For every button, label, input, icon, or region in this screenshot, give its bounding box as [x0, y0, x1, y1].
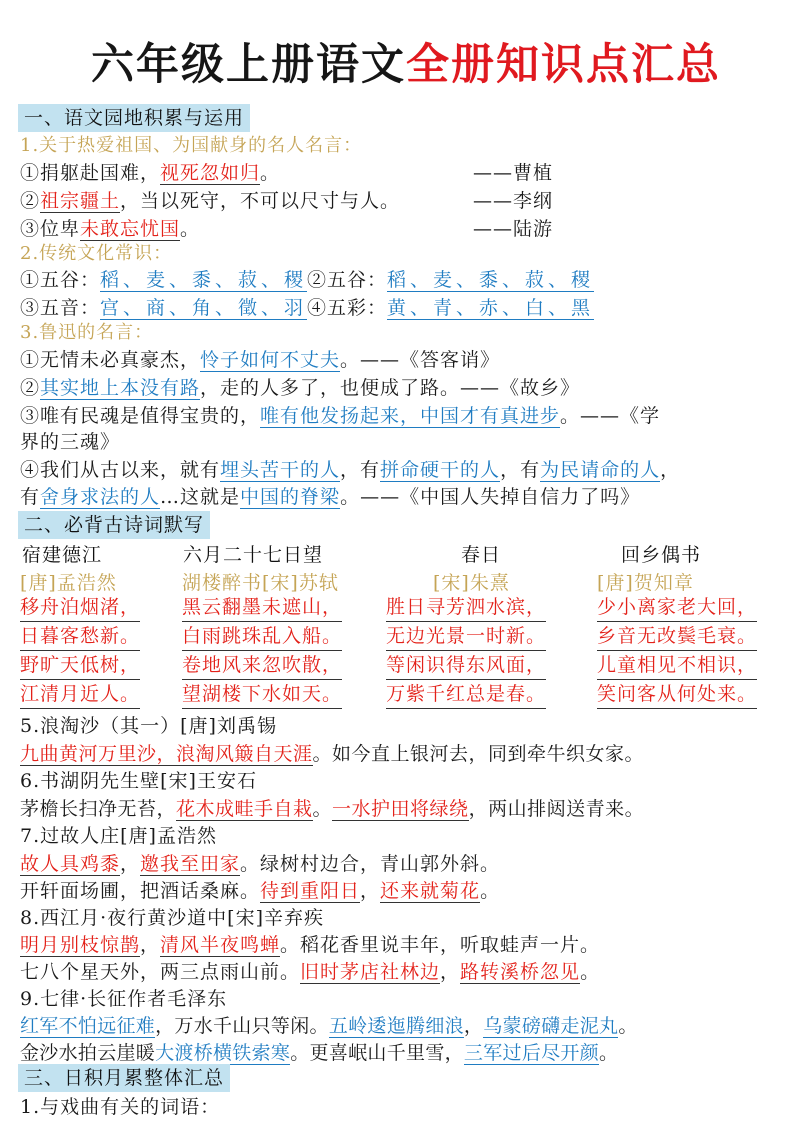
poem-8-line-1: 明月别枝惊鹊，清风半夜鸣蝉。稻花香里说丰年，听取蛙声一片。	[20, 934, 601, 956]
culture-line-2: ③五音：宫、商、角、徵、羽④五彩：黄、青、赤、白、黑	[20, 297, 595, 319]
poem-title-4: 回乡偶书	[621, 544, 702, 566]
culture-line-1: ①五谷：稻、麦、黍、菽、稷②五谷：稻、麦、黍、菽、稷	[20, 269, 595, 291]
poem-3-line-3: 等闲识得东风面，	[386, 652, 546, 680]
poem-author-4: [唐]贺知章	[597, 572, 694, 594]
poem-4-line-4: 笑问客从何处来。	[597, 681, 757, 709]
poem-author-2: 湖楼醉书[宋]苏轼	[182, 572, 339, 594]
quote-line-1: ①捐躯赴国难，视死忽如归。	[20, 162, 281, 184]
subheading-culture: 2.传统文化常识：	[20, 243, 173, 264]
poem-title-2: 六月二十七日望	[183, 544, 324, 566]
poem-7-line-1: 故人具鸡黍，邀我至田家。绿树村边合，青山郭外斜。	[20, 853, 501, 875]
poem-2-line-3: 卷地风来忽吹散，	[182, 652, 342, 680]
poem-3-line-2: 无边光景一时新。	[386, 623, 546, 651]
poem-title-3: 春日	[461, 544, 502, 566]
poem-7-line-2: 开轩面场圃，把酒话桑麻。待到重阳日，还来就菊花。	[20, 880, 501, 902]
s3-subheading-1: 1.与戏曲有关的词语：	[20, 1096, 221, 1118]
poem-1-line-4: 江清月近人。	[20, 681, 140, 709]
poem-3-line-4: 万紫千红总是春。	[386, 681, 546, 709]
poem-6-title: 6.书湖阴先生壁[宋]王安石	[20, 770, 257, 792]
section-heading-1: 一、语文园地积累与运用	[18, 104, 250, 132]
poem-2-line-2: 白雨跳珠乱入船。	[182, 623, 342, 651]
poem-9-title: 9.七律·长征作者毛泽东	[20, 988, 228, 1010]
quote-line-3: ③位卑未敢忘忧国。	[20, 218, 201, 240]
poem-3-line-1: 胜日寻芳泗水滨，	[386, 594, 546, 622]
quote-line-2: ②祖宗疆土，当以死守，不可以尺寸与人。	[20, 190, 401, 212]
poem-5-line: 九曲黄河万里沙，浪淘风簸自天涯。如今直上银河去，同到牵牛织女家。	[20, 743, 645, 765]
luxun-line-3: ③唯有民魂是值得宝贵的，唯有他发扬起来，中国才有真进步。——《学	[20, 405, 661, 427]
luxun-line-4-cont: 有舍身求法的人…这就是中国的脊梁。——《中国人失掉自信力了吗》	[20, 486, 641, 508]
poem-1-line-2: 日暮客愁新。	[20, 623, 140, 651]
subheading-quotes: 1.关于热爱祖国、为国献身的名人名言：	[20, 135, 363, 156]
quote-author-2: ——李纲	[473, 190, 554, 212]
quote-author-1: ——曹植	[473, 162, 554, 184]
poem-1-line-3: 野旷天低树，	[20, 652, 140, 680]
luxun-line-3-cont: 界的三魂》	[20, 431, 121, 453]
poem-5-title: 5.浪淘沙（其一）[唐]刘禹锡	[20, 715, 277, 737]
luxun-line-2: ②其实地上本没有路，走的人多了，也便成了路。——《故乡》	[20, 377, 581, 399]
poem-8-title: 8.西江月·夜行黄沙道中[宋]辛弃疾	[20, 907, 324, 929]
subheading-luxun: 3.鲁迅的名言：	[20, 322, 154, 343]
poem-9-line-1: 红军不怕远征难，万水千山只等闲。五岭逶迤腾细浪，乌蒙磅礴走泥丸。	[20, 1015, 638, 1037]
poem-author-3: [宋]朱熹	[433, 572, 510, 594]
poem-author-1: [唐]孟浩然	[20, 572, 117, 594]
poem-6-line: 茅檐长扫净无苔，花木成畦手自栽。一水护田将绿绕，两山排闼送青来。	[20, 798, 645, 820]
poem-8-line-2: 七八个星天外，两三点雨山前。旧时茅店社林边，路转溪桥忽见。	[20, 961, 601, 983]
section-heading-2: 二、必背古诗词默写	[18, 511, 210, 539]
poem-7-title: 7.过故人庄[唐]孟浩然	[20, 825, 217, 847]
luxun-line-1: ①无情未必真豪杰，怜子如何不丈夫。——《答客诮》	[20, 349, 501, 371]
poem-4-line-2: 乡音无改鬓毛衰。	[597, 623, 757, 651]
poem-2-line-1: 黑云翻墨未遮山，	[182, 594, 342, 622]
poem-2-line-4: 望湖楼下水如天。	[182, 681, 342, 709]
poem-4-line-1: 少小离家老大回，	[597, 594, 757, 622]
poem-1-line-1: 移舟泊烟渚，	[20, 594, 140, 622]
section-heading-3: 三、日积月累整体汇总	[18, 1064, 230, 1092]
quote-author-3: ——陆游	[473, 218, 554, 240]
poem-9-line-2: 金沙水拍云崖暖大渡桥横铁索寒。更喜岷山千里雪，三军过后尽开颜。	[20, 1042, 619, 1064]
poem-title-1: 宿建德江	[22, 544, 103, 566]
poem-4-line-3: 儿童相见不相识，	[597, 652, 757, 680]
page-title: 六年级上册语文全册知识点汇总	[91, 40, 721, 90]
luxun-line-4: ④我们从古以来，就有埋头苦干的人，有拼命硬干的人，有为民请命的人，	[20, 459, 681, 481]
